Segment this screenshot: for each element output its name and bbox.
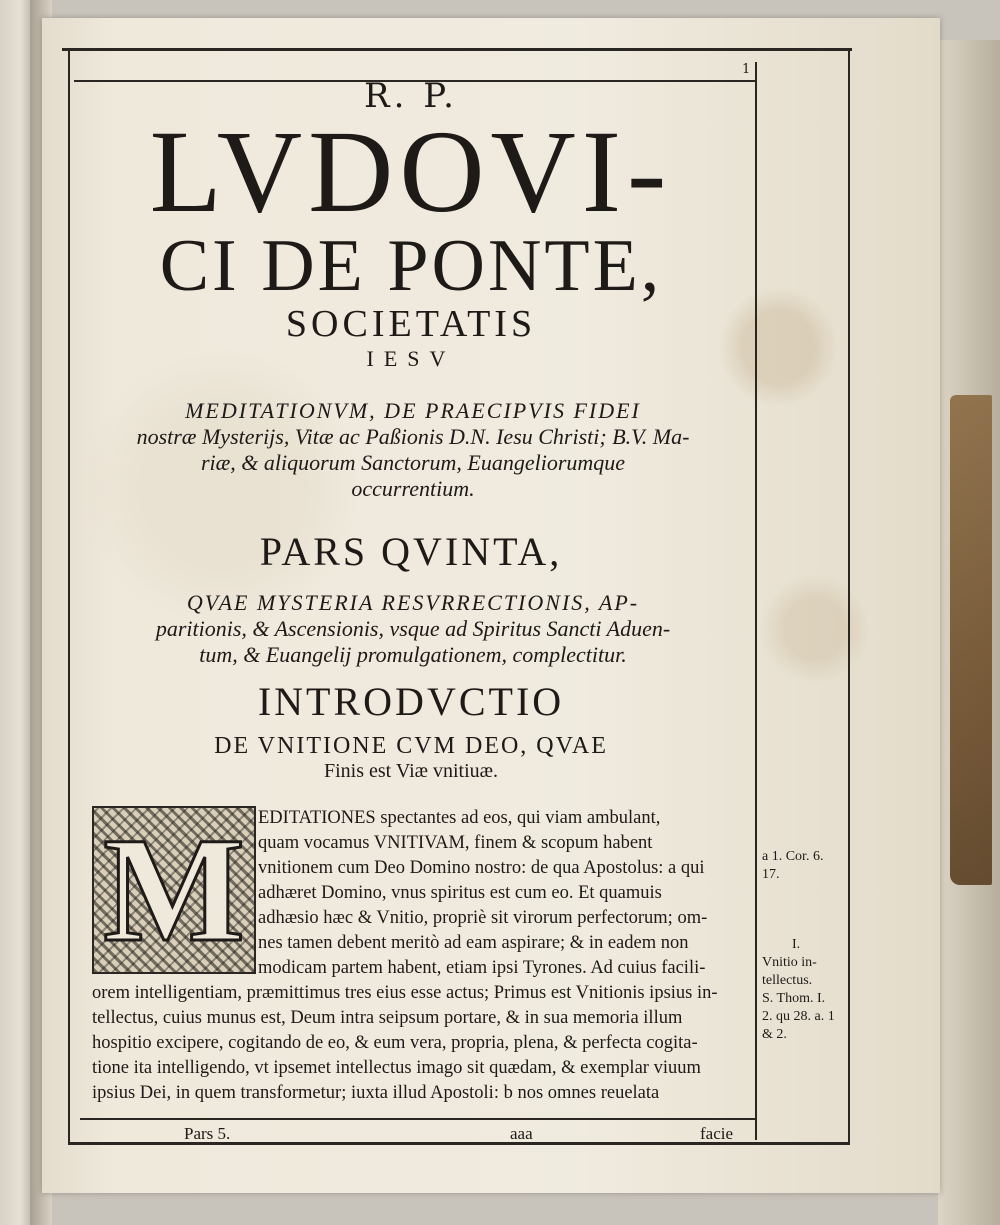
body-text-full-width [92, 981, 750, 1106]
frame-bottom-rule [80, 1118, 756, 1120]
body-line: ipsius Dei, in quem transformetur; iuxta illud Apostoli: b nos omnes reuelata [92, 1083, 660, 1103]
quae-line: paritionis, & Ascensionis, vsque ad Spiritus Sancti Aduen- [155, 616, 671, 641]
body-line: tione ita intelligendo, vt ipsemet intellectus imago sit quædam, & exemplar viuum [92, 1058, 701, 1078]
margin-note-line: tellectus. [762, 973, 813, 988]
body-line: orem intelligentiam, præmittimus tres eius esse actus; Primus est Vnitionis ipsius in- [92, 983, 718, 1003]
author-prefix: R. P. [363, 76, 458, 116]
quae-line: tum, & Euangelij promulgationem, complectitur. [199, 642, 627, 667]
margin-note-line: 17. [762, 867, 780, 882]
frame-top-rule [62, 48, 852, 51]
body-line: quam vocamus VNITIVAM, finem & scopum habent [258, 833, 653, 853]
body-line: tellectus, cuius munus est, Deum intra seipsum portare, & in sua memoria illum [92, 1008, 683, 1028]
footer-signature-mark: aaa [510, 1124, 533, 1143]
margin-note-citation [762, 848, 842, 884]
body-line: adhæsio hæc & Vnitio, propriè sit virorum perfectorum; om- [258, 908, 708, 928]
margin-note-line: I. [792, 937, 801, 952]
body-line: vnitionem cum Deo Domino nostro: de qua Apostolus: a qui [258, 858, 705, 878]
introductio-heading: INTRODVCTIO [257, 679, 565, 724]
left-page-edge [0, 0, 34, 1225]
society-heading: SOCIETATIS [285, 303, 537, 345]
page-number: 1 [742, 62, 751, 77]
body-line: modicam partem habent, etiam ipsi Tyrones. Ad cuius facili- [258, 958, 706, 978]
quae-subtitle [78, 590, 748, 668]
decorated-initial-letter [92, 806, 256, 974]
body-line: adhæret Domino, vnus spiritus est cum eo. Et quamuis [258, 883, 662, 903]
body-line: EDITATIONES spectantes ad eos, qui viam ambulant, [258, 808, 661, 828]
body-line: hospitio excipere, cogitando de eo, & eum vera, propria, plena, & perfecta cogita- [92, 1033, 698, 1053]
body-text-beside-initial [258, 806, 750, 981]
margin-note-line: & 2. [762, 1027, 787, 1042]
pars-heading: PARS QVINTA, [259, 529, 563, 574]
finis-line: Finis est Viæ vnitiuæ. [323, 760, 499, 782]
meditations-line: riæ, & aliquorum Sanctorum, Euangeliorumque [200, 450, 626, 475]
de-vnitione-heading: DE VNITIONE CVM DEO, QVAE [214, 733, 608, 759]
margin-note-line: Vnitio in- [762, 955, 817, 970]
meditations-line: MEDITATIONVM, DE PRAECIPVIS FIDEI [185, 398, 641, 423]
margin-note-line: S. Thom. I. [762, 991, 826, 1006]
meditations-line: nostræ Mysterijs, Vitæ ac Paßionis D.N. Iesu Christi; B.V. Ma- [136, 424, 690, 449]
initial-letter-glyph: M [103, 807, 245, 973]
quae-line: QVAE MYSTERIA RESVRRECTIONIS, AP- [186, 590, 640, 615]
margin-note-vnitio [762, 936, 852, 1044]
margin-note-line: a 1. Cor. 6. [762, 849, 824, 864]
footer-catchword: facie [700, 1124, 734, 1143]
iesu-heading: IESV [366, 346, 456, 371]
meditations-subtitle [78, 398, 748, 502]
author-name-line-1: LVDOVI- [149, 106, 673, 237]
margin-note-line: 2. qu 28. a. 1 [762, 1009, 835, 1024]
footer-part-label: Pars 5. [184, 1124, 231, 1143]
author-name-line-2: CI DE PONTE, [159, 225, 663, 307]
body-line: nes tamen debent meritò ad eam aspirare; & in eadem non [258, 933, 689, 953]
binding-strip [950, 395, 992, 885]
meditations-line: occurrentium. [351, 476, 475, 501]
